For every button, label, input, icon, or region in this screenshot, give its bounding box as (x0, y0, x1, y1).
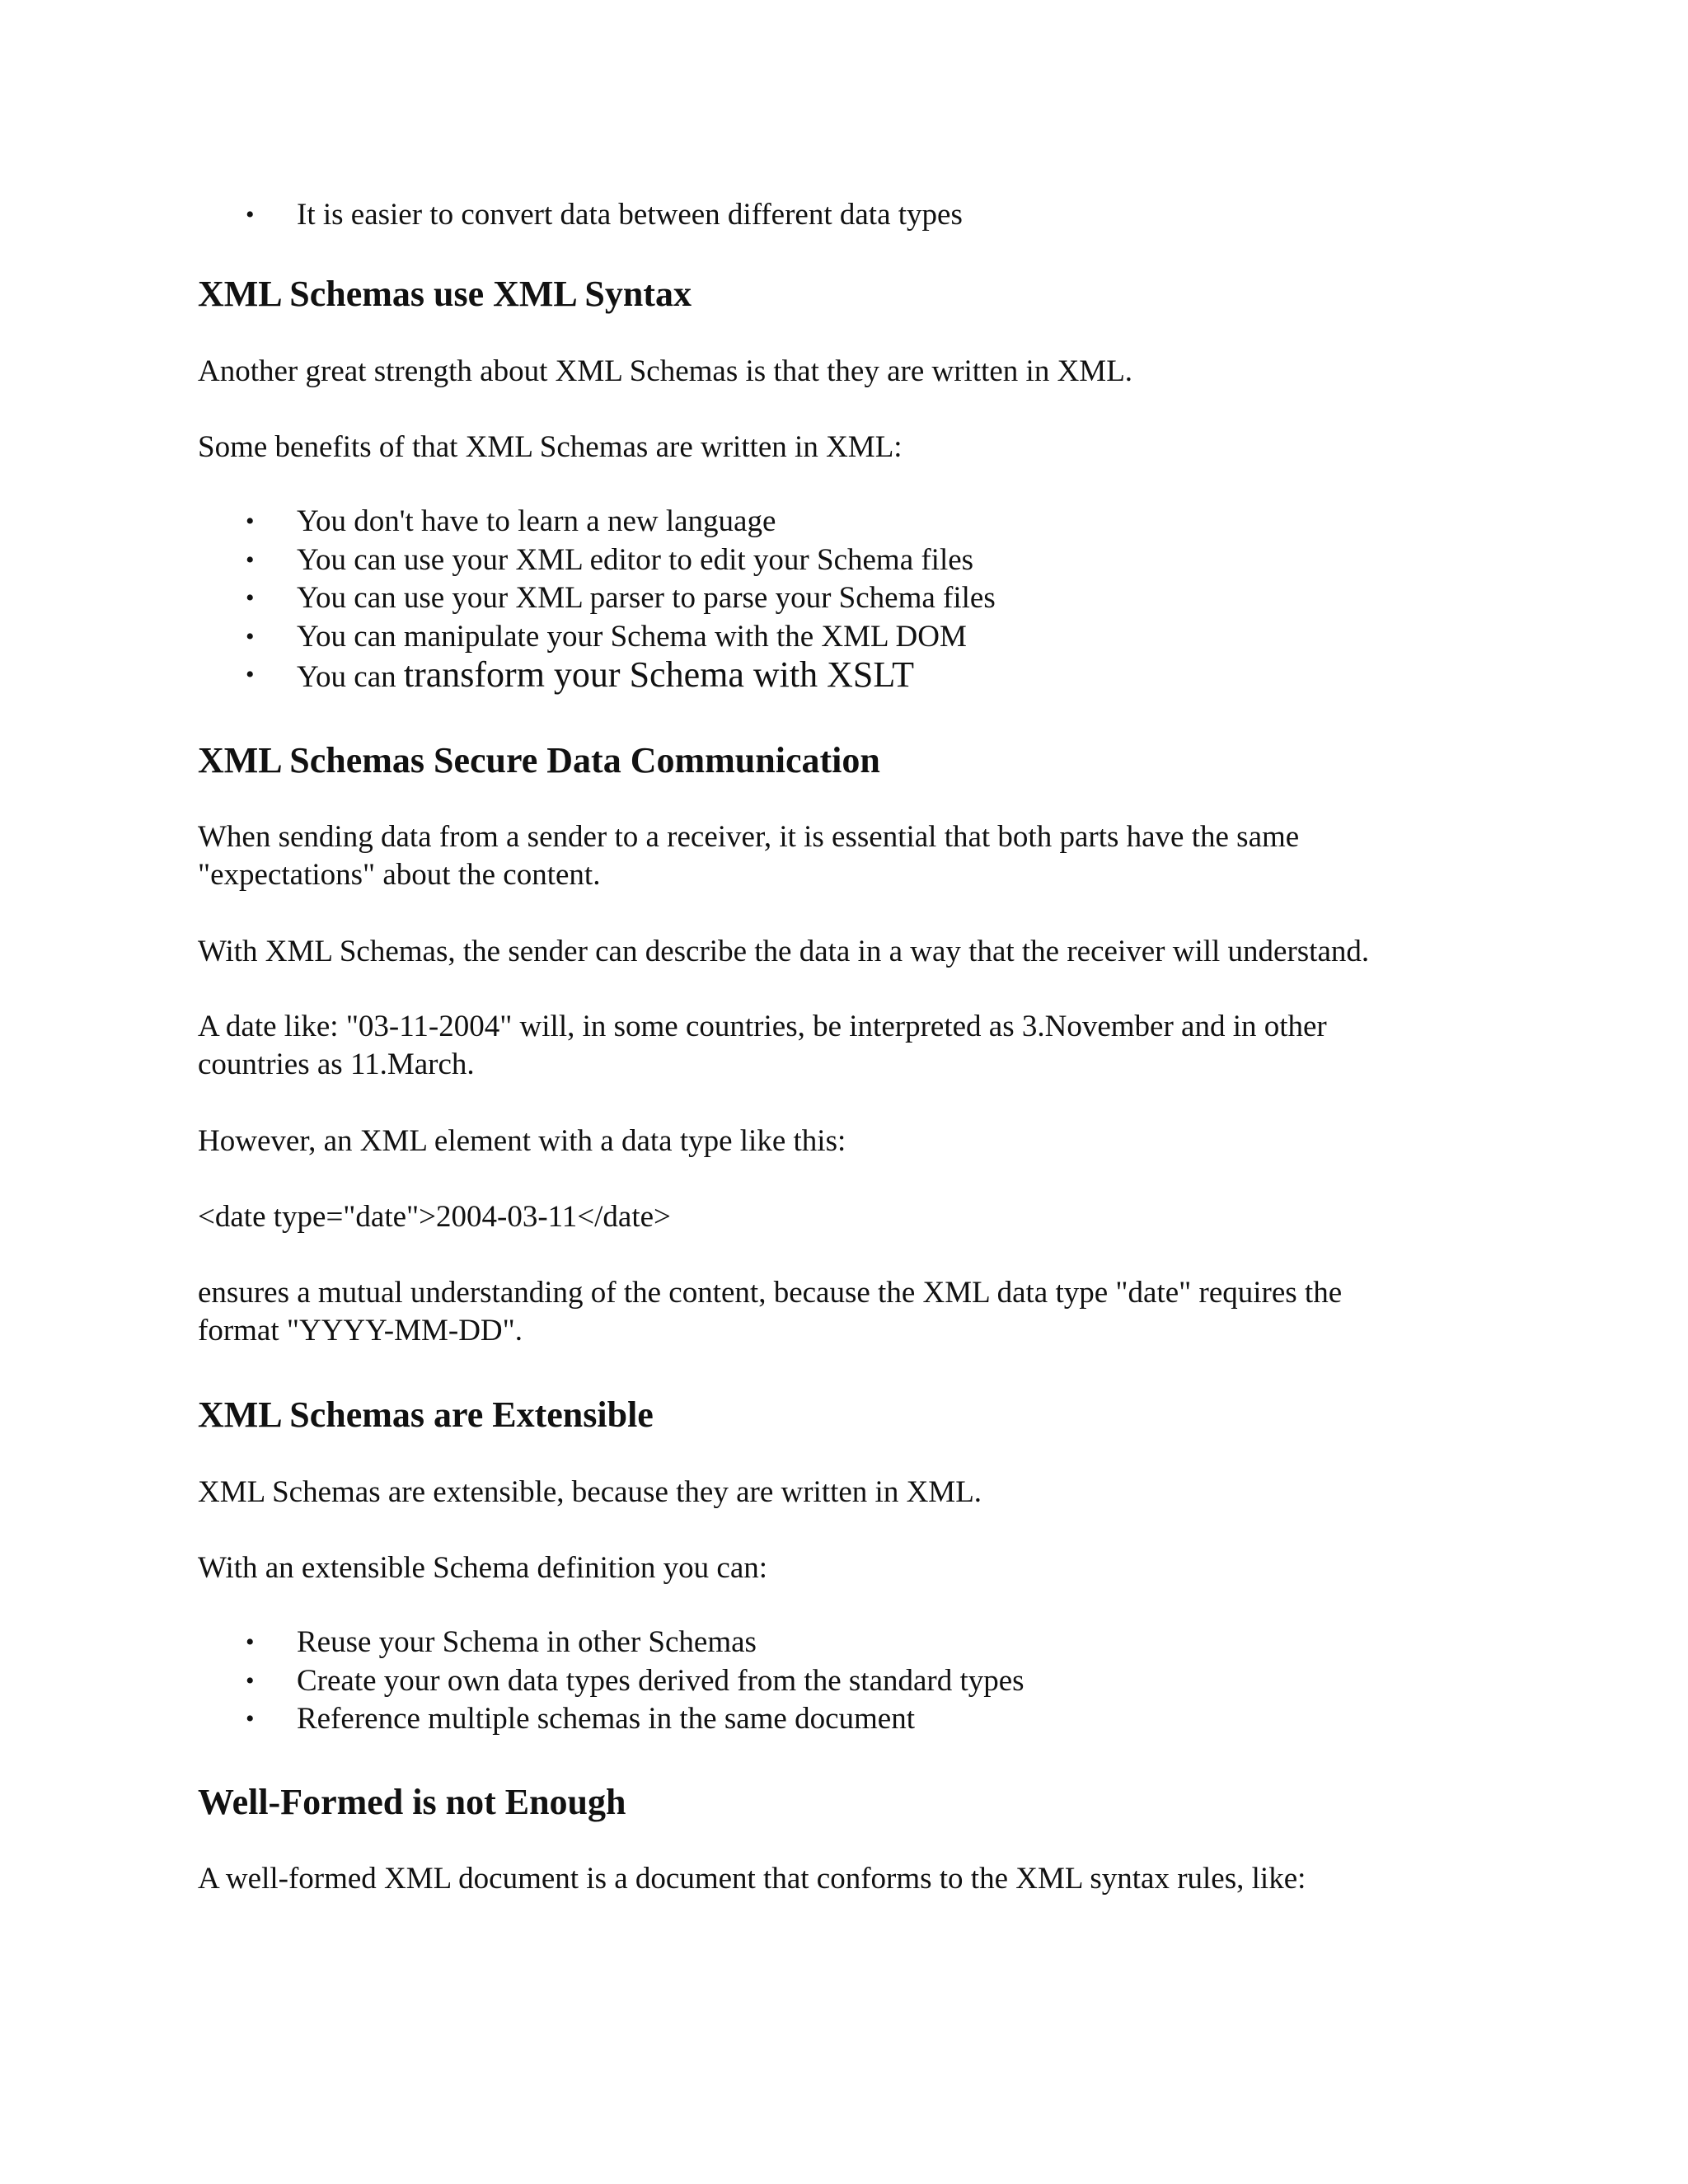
paragraph: ensures a mutual understanding of the content, because the XML data type "date" requires the (198, 1276, 1343, 1310)
paragraph: "expectations" about the content. (198, 858, 601, 892)
code-example: <date type="date">2004-03-11</date> (198, 1200, 671, 1234)
heading-extensible: XML Schemas are Extensible (198, 1394, 654, 1435)
document-page: • It is easier to convert data between different data types XML Schemas use XML Syntax Another great strength about XML Schemas is that they are written in XML. Some benefits of that XML Schemas are written in XML: • You don't have to learn a new language • You can use your XML editor to edit your Schema files • You can use your XML parser to parse your Schema files • You can manipulate your Schema with the XML DOM • You can transform your Schema with XSLT XML Schemas Secure Data Communication When sending data from a sender to a receiver, it is essential that both parts have the same "expectations" about the content. With XML Schemas, the sender can describe the data in a way that the receiver will understand. A date like: "03-11-2004" will, in some countries, be interpreted as 3.November and in other countries as 11.March. However, an XML element with a data type like this: <date type="date">2004-03-11</date> ensures a mutual understanding of the content, because the XML data type "date" requires the format "YYYY-MM-DD". XML Schemas are Extensible XML Schemas are extensible, because they are written in XML. With an extensible Schema definition you can: • Reuse your Schema in other Schemas • Create your own data types derived from the standard types • Reference multiple schemas in the same document Well-Formed is not Enough A well-formed XML document is a document that conforms to the XML syntax rules, like: (0, 0, 1688, 2184)
bullet-icon: • (246, 584, 255, 612)
bullet-icon: • (246, 1629, 255, 1656)
heading-secure-data: XML Schemas Secure Data Communication (198, 740, 880, 780)
paragraph: A well-formed XML document is a document that conforms to the XML syntax rules, like: (198, 1862, 1306, 1896)
paragraph: countries as 11.March. (198, 1047, 475, 1081)
paragraph: Some benefits of that XML Schemas are written in XML: (198, 430, 903, 464)
bullet-icon: • (246, 1705, 255, 1732)
paragraph: A date like: "03-11-2004" will, in some countries, be interpreted as 3.November and in other (198, 1010, 1327, 1043)
paragraph: When sending data from a sender to a receiver, it is essential that both parts have the same (198, 820, 1300, 854)
paragraph: XML Schemas are extensible, because they are written in XML. (198, 1475, 982, 1509)
bullet-icon: • (246, 1666, 255, 1694)
heading-xml-syntax: XML Schemas use XML Syntax (198, 274, 692, 314)
paragraph: With an extensible Schema definition you can: (198, 1551, 768, 1585)
paragraph: format "YYYY-MM-DD". (198, 1314, 523, 1347)
heading-well-formed: Well-Formed is not Enough (198, 1782, 626, 1822)
bullet-icon: • (246, 546, 255, 574)
paragraph: Another great strength about XML Schemas is that they are written in XML. (198, 354, 1133, 388)
paragraph: However, an XML element with a data type like this: (198, 1124, 846, 1158)
bullet-icon: • (246, 508, 255, 535)
bullet-icon: • (246, 622, 255, 650)
bullet-icon: • (246, 661, 255, 688)
paragraph: With XML Schemas, the sender can describe the data in a way that the receiver will understand. (198, 935, 1370, 968)
bullet-icon: • (246, 201, 255, 228)
